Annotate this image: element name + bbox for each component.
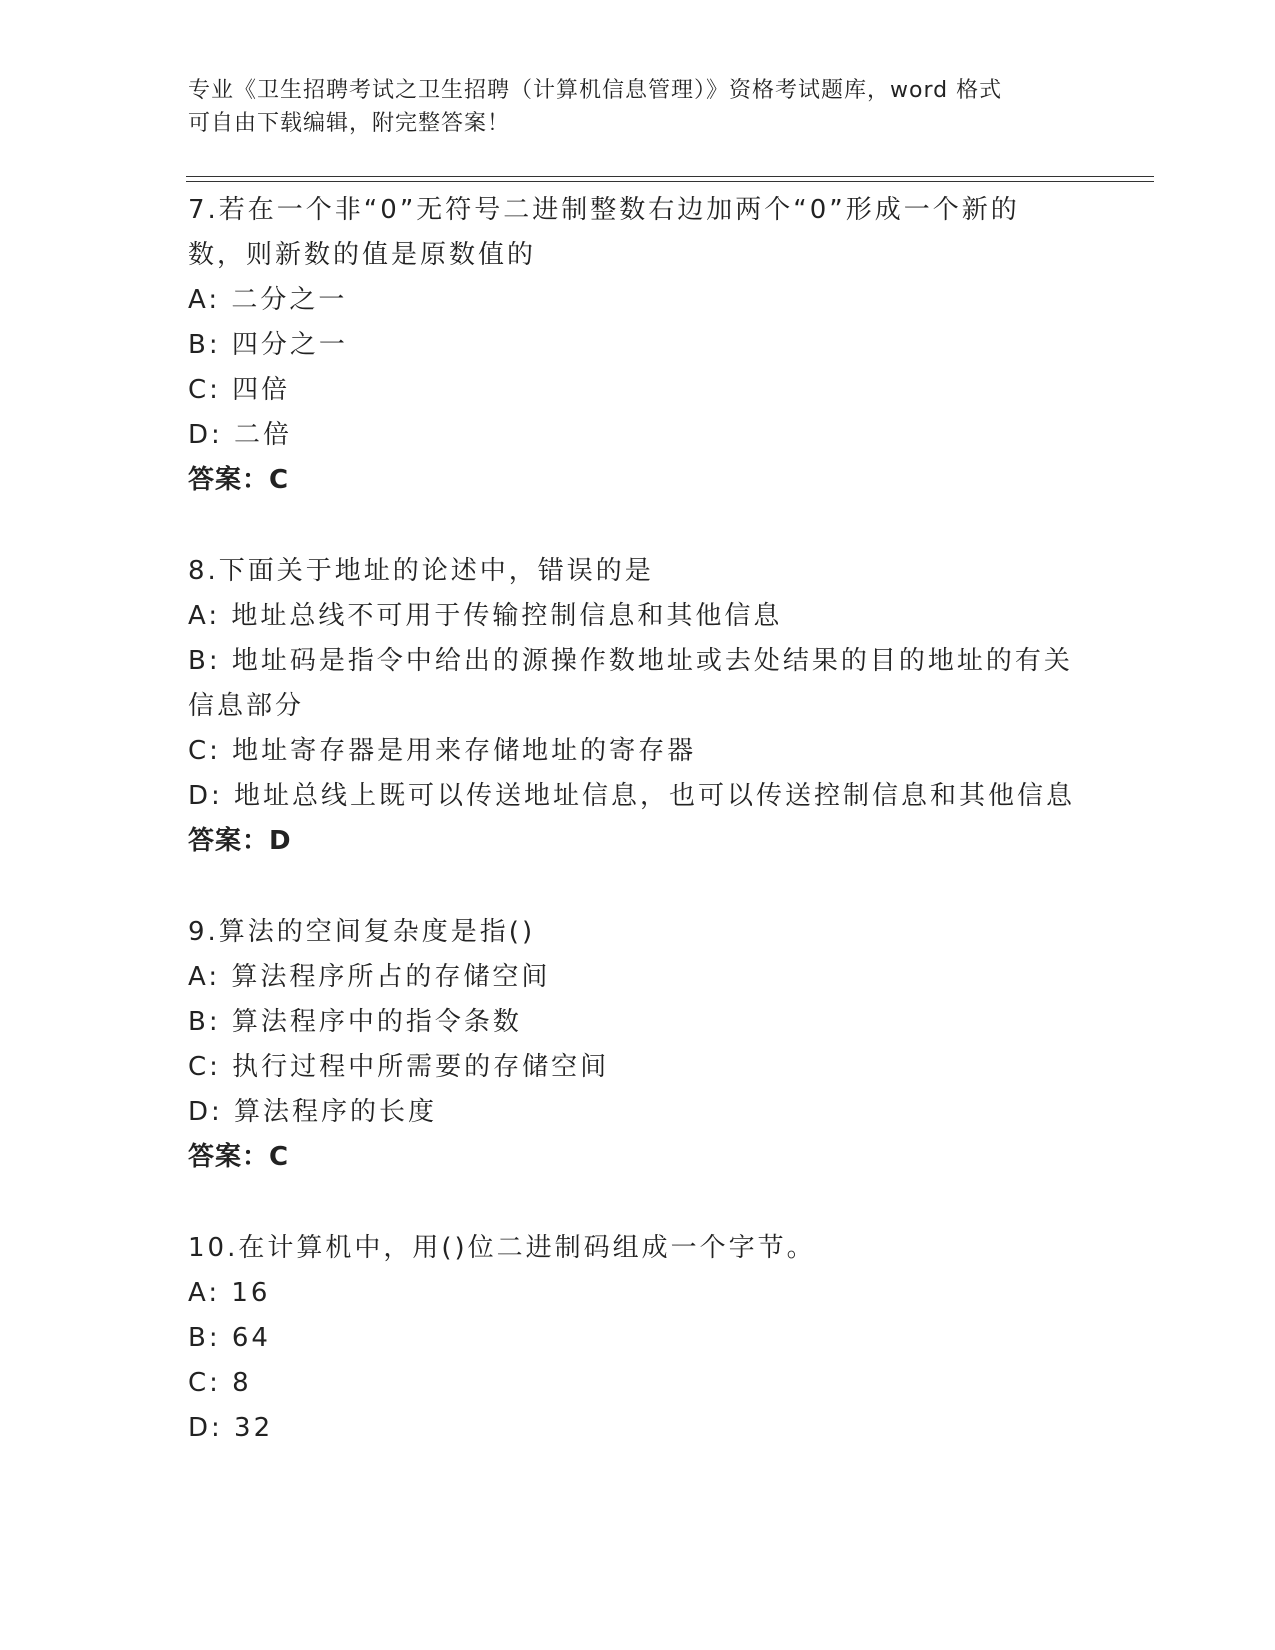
question-7 [188, 188, 1088, 503]
question-10 [188, 1226, 1088, 1451]
option-c: C: 执行过程中所需要的存储空间 [188, 1052, 610, 1082]
header-line-2: 可自由下载编辑，附完整答案！ [188, 111, 511, 136]
option-a: A: 地址总线不可用于传输控制信息和其他信息 [188, 601, 783, 631]
option-b: B: 地址码是指令中给出的源操作数地址或去处结果的目的地址的有关 [188, 646, 1073, 676]
option-b: B: 四分之一 [188, 330, 348, 360]
option-c: C: 8 [188, 1368, 252, 1398]
option-c: C: 四倍 [188, 375, 291, 405]
option-d: D: 二倍 [188, 420, 293, 450]
option-a: A: 16 [188, 1278, 271, 1308]
option-a: A: 算法程序所占的存储空间 [188, 962, 551, 992]
option-b-continued: 信息部分 [188, 691, 305, 721]
option-d: D: 32 [188, 1413, 274, 1443]
option-b: B: 64 [188, 1323, 271, 1353]
answer-line: 答案：C [188, 465, 290, 495]
header-line-1: 专业《卫生招聘考试之卫生招聘（计算机信息管理）》资格考试题库，word 格式 [188, 78, 1003, 103]
answer-line: 答案：C [188, 1142, 290, 1172]
option-d: D: 地址总线上既可以传送地址信息，也可以传送控制信息和其他信息 [188, 781, 1076, 811]
question-stem: 10.在计算机中，用()位二进制码组成一个字节。 [188, 1233, 816, 1263]
document-header [188, 74, 1088, 140]
question-9 [188, 910, 1088, 1180]
question-stem: 数，则新数的值是原数值的 [188, 240, 537, 270]
question-8 [188, 549, 1088, 864]
question-stem: 8.下面关于地址的论述中，错误的是 [188, 556, 654, 586]
question-stem: 7.若在一个非“0”无符号二进制整数右边加两个“0”形成一个新的 [188, 195, 1020, 225]
question-list [188, 188, 1088, 1451]
option-c: C: 地址寄存器是用来存储地址的寄存器 [188, 736, 697, 766]
header-divider [186, 176, 1154, 182]
answer-line: 答案：D [188, 826, 292, 856]
question-stem: 9.算法的空间复杂度是指() [188, 917, 536, 947]
option-d: D: 算法程序的长度 [188, 1097, 438, 1127]
option-b: B: 算法程序中的指令条数 [188, 1007, 522, 1037]
option-a: A: 二分之一 [188, 285, 348, 315]
